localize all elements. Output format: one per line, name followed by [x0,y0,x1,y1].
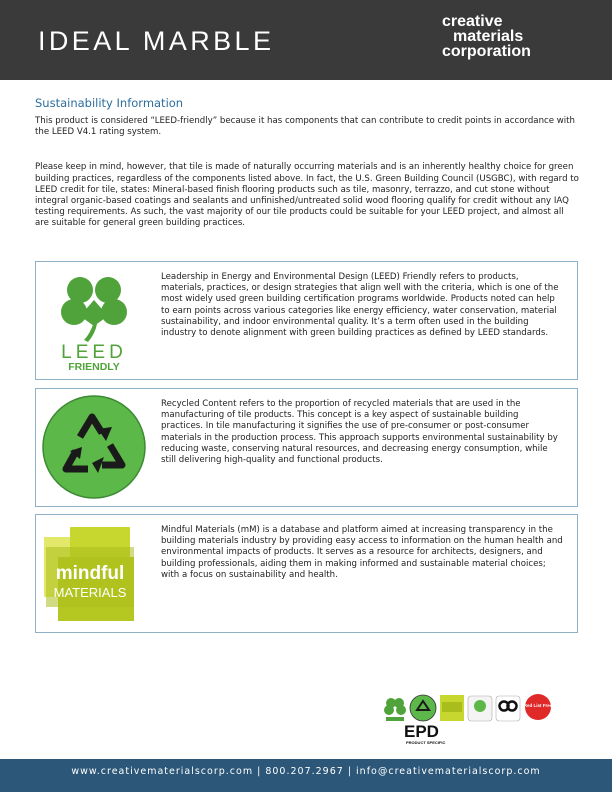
leed-friendly-logo [40,266,148,374]
recycle-logo [40,393,148,501]
recycled-description: Recycled Content refers to the proportion of recycled materials that are used in the manufacturing of tile products. This concept is a key aspect of sustainable building practices. In tile manufacturing it signifies the use of pre-consumer or post-consumer materials in the production process. This approach supports environmental sustainability by reducing waste, conserving natural resources, and decreasing energy consumption, while still delivering high-quality and functional products. [161,399,558,466]
epd-badge: EPD [404,722,439,741]
mindful-logo-word2: MATERIALS [53,585,127,600]
epd-sub-label: PRODUCT SPECIFIC [406,740,446,745]
leed-badge-icon [384,698,406,721]
section-title: Sustainability Information [35,96,184,110]
intro-section [35,96,580,230]
leaf-badge-icon [468,696,492,721]
intro-paragraph-1: This product is considered “LEED-friendly” because it has components that can contribute to credit points in accordance with the LEED V4.1 rating system. [35,116,575,138]
red-list-free-badge-icon [524,694,553,720]
brand-title: IDEAL MARBLE [38,26,275,56]
company-logo-line3: corporation [442,43,531,60]
mindful-materials-box [35,514,578,633]
recycle-badge-icon [410,695,436,721]
leed-description: Leadership in Energy and Environmental Design (LEED) Friendly refers to products, materials, practices, or design strategies that align well with the criteria, which is one of the most widely used green building certification programs worldwide. Products noted can help to earn points across various categories like energy efficiency, water conservation, material sustainability, and indoor environmental quality. It’s a term often used in the building industry to denote alignment with green building practices as defined by LEED standards. [161,272,559,339]
footer-contact: www.creativematerialscorp.com | 800.207.2967 | info@creativematerialscorp.com [71,766,541,777]
clover-icon [61,277,127,342]
company-logo [442,14,582,59]
mindful-logo-word1: mindful [55,563,125,584]
header-bar [0,0,612,80]
recycled-content-box [35,388,578,507]
intro-paragraph-2: Please keep in mind, however, that tile is made of naturally occurring materials and is an inherently healthy choice for green building practices, regardless of the components listed above. In fact, the U.S. Green Building Council (USGBC), with regard to LEED credit for tile, states: Mineral-based finish flooring products such as tile, masonry, terrazzo, and cut stone without integral organic-based coatings and sealants and unfinished/untreated solid wood flooring qualify for credit without any IAQ testing requirements. As such, the vast majority of our tile products could be suitable for your LEED project, and almost all are suitable for general green building practices. [35,162,579,229]
leed-logo-word1: LEED [61,342,127,363]
cradle-badge-icon [496,696,520,721]
mindful-description: Mindful Materials (mM) is a database and platform aimed at increasing transparency in the building materials industry by providing easy access to information on the human health and environmental impacts of products. It serves as a resource for architects, designers, and building professionals, aiding them in making informed and sustainable material choices; with a focus on sustainability and health. [161,525,563,580]
mindful-badge-icon [440,695,464,721]
company-logo-line2: materials [453,28,524,45]
red-list-label: Red List Free [523,703,553,708]
footer-bar [0,759,612,792]
company-logo-line1: creative [442,13,503,30]
leed-logo-word2: FRIENDLY [68,361,120,373]
leed-friendly-box [35,261,578,380]
mindful-materials-logo [40,519,148,627]
